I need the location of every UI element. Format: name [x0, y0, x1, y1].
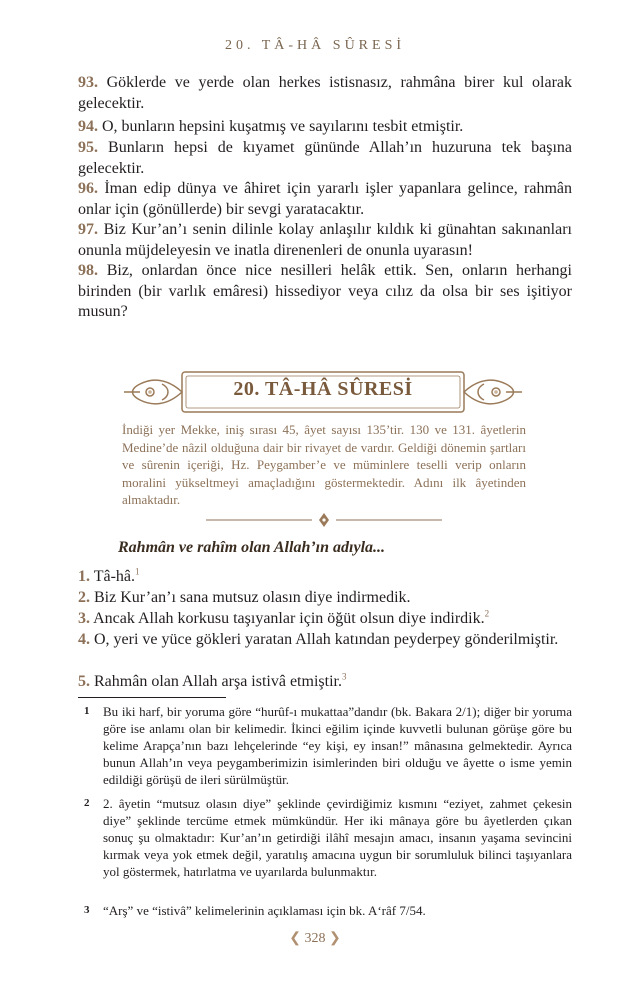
- running-head: 20. TÂ-HÂ SÛRESİ: [224, 38, 406, 53]
- verse-95: [78, 138, 572, 179]
- surah-intro: İndiği yer Mekke, iniş sırası 45, âyet sayısı 135’tir. 130 ve 131. âyetlerin Medine’de nâzil olduğuna dair bir rivayet de vardır. Geldiği dönemin şartları ve sûrenin içeriği, Hz. Peygamber’e ve müminlere teselli verip onların moralini yükseltmeyi amaçladığını göstermektedir. Adını ilk âyetinden almaktadır.: [122, 422, 526, 507]
- verse-number: 3.: [78, 610, 90, 627]
- verse-number: 5.: [78, 673, 90, 690]
- footnote-number: 2: [84, 797, 90, 809]
- verse-text: İman edip dünya ve âhiret için yararlı işler yapanlara gelince, rahmân onlar için (gönüllerde) bir sevgi yaratacaktır.: [78, 180, 573, 218]
- footnote-number: 3: [84, 904, 90, 916]
- verse-93: [78, 73, 572, 114]
- footnote-text: “Arş” ve “istivâ” kelimelerinin açıklaması için bk. A‘râf 7/54.: [103, 903, 426, 918]
- verse-number: 95.: [78, 139, 98, 156]
- verse-number: 97.: [78, 221, 98, 238]
- verse-98: [78, 261, 572, 323]
- verse-text: Biz Kur’an’ı sana mutsuz olasın diye indirmedik.: [94, 589, 411, 606]
- page-number: 328: [304, 931, 326, 946]
- verse-96: [78, 179, 572, 220]
- verse-4: [78, 630, 572, 651]
- verse-text: Biz, onlardan önce nice nesilleri helâk ettik. Sen, onların herhangi birinden (bir varlık emâresi) hissediyor veya cılız da olsa bir ses işitiyor musun?: [78, 262, 572, 320]
- footnote-ref: 1: [135, 566, 140, 577]
- page-number-container: [0, 930, 630, 947]
- footnote-number: 1: [84, 705, 90, 717]
- verse-number: 94.: [78, 118, 98, 135]
- footnote-3: [78, 902, 572, 919]
- verse-97: [78, 220, 572, 261]
- verse-2: [78, 588, 572, 609]
- footnote-1: [78, 703, 572, 788]
- verse-text: Biz Kur’an’ı senin dilinle kolay anlaşılır kıldık ki günahtan sakınanları onunla müjdeleyesin ve inatla direnenleri de onunla uyarasın!: [78, 221, 573, 259]
- verse-text: Tâ-hâ.: [93, 568, 136, 585]
- verse-number: 98.: [78, 262, 98, 279]
- left-ornament-icon: ❮: [289, 931, 301, 946]
- footnote-text: 2. âyetin “mutsuz olasın diye” şeklinde çevirdiğimiz kısmını “eziyet, zahmet çekesin diye” şeklinde tercüme etmek mümkündür. Her iki mânaya göre bu âyetlerden çıkan sonuç şu olmaktadır: Kur’an’ın getirdiği ilâhî mesajın amacı, insanın yaşama sevincini kırmak veya yok etmek değil, yaratılış amacına uygun bir sorumluluk bilinci taşıyanlara yol göstermek, hatırlatma ve uyarılarda bulunmaktır.: [103, 796, 572, 879]
- section-title: 20. TÂ-HÂ SÛRESİ: [233, 378, 413, 400]
- divider-ornament-icon: [206, 512, 442, 528]
- verse-text: O, bunların hepsini kuşatmış ve sayılarını tesbit etmiştir.: [102, 118, 464, 135]
- verse-text: Ancak Allah korkusu taşıyanlar için öğüt olsun diye indirdik.: [93, 610, 485, 627]
- verse-number: 4.: [78, 631, 90, 648]
- verse-number: 2.: [78, 589, 90, 606]
- verse-text: Bunların hepsi de kıyamet gününde Allah’ın huzuruna tek başına gelecektir.: [78, 139, 572, 177]
- footnote-text: Bu iki harf, bir yoruma göre “hurûf-ı mukattaa”dandır (bk. Bakara 2/1); diğer bir yoruma göre ise anlamı olan bir kelimedir. İkinci eğilim içinde kuvvetli bulunan görüşe göre bu kelime Arapça’nın bazı lehçelerinde “ey kişi, ey insan!” mânasına gelmektedir. Ayrıca bunun Allah’ın veya peygamberimizin isimlerinden biri olduğu ve âyette o isme yemin edildiği görüşü de ileri sürülmüştür.: [103, 704, 572, 787]
- footnote-separator: [78, 697, 226, 698]
- verse-text: Göklerde ve yerde olan herkes istisnasız, rahmâna birer kul olarak gelecektir.: [78, 74, 573, 112]
- verse-3: [78, 609, 572, 630]
- footnote-ref: 3: [341, 671, 347, 682]
- verse-text: Rahmân olan Allah arşa istivâ etmiştir.: [94, 673, 342, 690]
- verse-number: 93.: [78, 74, 98, 91]
- footnote-ref: 2: [484, 608, 490, 619]
- right-ornament-icon: ❯: [329, 931, 341, 946]
- verse-number: 1.: [78, 568, 90, 585]
- verse-number: 96.: [78, 180, 98, 197]
- footnote-2: [78, 795, 572, 880]
- verse-94: [78, 117, 572, 138]
- section-banner: [122, 370, 524, 414]
- verse-5: [78, 672, 572, 693]
- basmala: Rahmân ve rahîm olan Allah’ın adıyla...: [118, 539, 386, 556]
- verse-text: O, yeri ve yüce gökleri yaratan Allah katından peyderpey gönderilmiştir.: [94, 631, 559, 648]
- verse-1: [78, 567, 572, 588]
